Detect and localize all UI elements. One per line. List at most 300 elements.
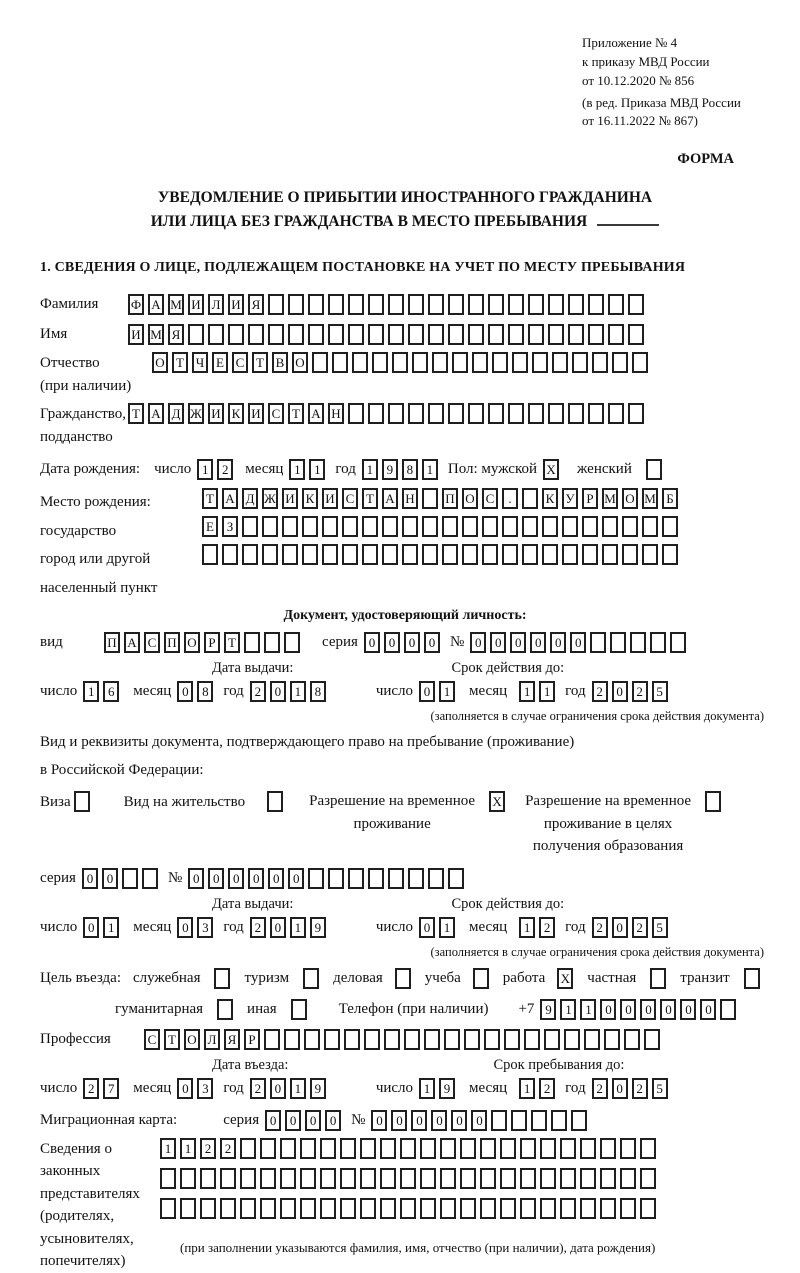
- char-cell[interactable]: [452, 352, 468, 373]
- char-cell[interactable]: [460, 1168, 476, 1189]
- char-cell[interactable]: [408, 403, 424, 424]
- char-cell[interactable]: [408, 294, 424, 315]
- char-cell[interactable]: [620, 1198, 636, 1219]
- char-cell[interactable]: [360, 1138, 376, 1159]
- stay-issue-month[interactable]: [177, 917, 217, 938]
- char-cell[interactable]: [412, 352, 428, 373]
- char-cell[interactable]: [408, 868, 424, 889]
- char-cell[interactable]: [280, 1138, 296, 1159]
- char-cell[interactable]: [422, 516, 438, 537]
- purpose-tourism-checkbox[interactable]: [303, 968, 323, 989]
- purpose-transit-checkbox[interactable]: [744, 968, 764, 989]
- char-cell[interactable]: 0: [285, 1110, 301, 1131]
- char-cell[interactable]: [640, 1138, 656, 1159]
- char-cell[interactable]: 2: [592, 1078, 608, 1099]
- char-cell[interactable]: [308, 294, 324, 315]
- char-cell[interactable]: [462, 516, 478, 537]
- migration-number-input[interactable]: [371, 1110, 591, 1131]
- char-cell[interactable]: 2: [632, 681, 648, 702]
- char-cell[interactable]: [488, 403, 504, 424]
- char-cell[interactable]: 1: [160, 1138, 176, 1159]
- char-cell[interactable]: [160, 1198, 176, 1219]
- char-cell[interactable]: [522, 488, 538, 509]
- char-cell[interactable]: 1: [422, 459, 438, 480]
- char-cell[interactable]: [642, 544, 658, 565]
- char-cell[interactable]: Я: [248, 294, 264, 315]
- char-cell[interactable]: [340, 1168, 356, 1189]
- char-cell[interactable]: [368, 868, 384, 889]
- char-cell[interactable]: [342, 544, 358, 565]
- char-cell[interactable]: [482, 544, 498, 565]
- char-cell[interactable]: 0: [419, 917, 435, 938]
- char-cell[interactable]: [464, 1029, 480, 1050]
- char-cell[interactable]: И: [228, 294, 244, 315]
- char-cell[interactable]: [300, 1138, 316, 1159]
- char-cell[interactable]: [620, 1138, 636, 1159]
- rvp-checkbox[interactable]: [489, 791, 509, 812]
- char-cell[interactable]: [372, 352, 388, 373]
- char-cell[interactable]: [264, 1029, 280, 1050]
- char-cell[interactable]: [440, 1138, 456, 1159]
- char-cell[interactable]: [280, 1168, 296, 1189]
- char-cell[interactable]: А: [222, 488, 238, 509]
- char-cell[interactable]: 2: [592, 917, 608, 938]
- char-cell[interactable]: Л: [204, 1029, 220, 1050]
- char-cell[interactable]: [260, 1168, 276, 1189]
- char-cell[interactable]: 0: [83, 917, 99, 938]
- char-cell[interactable]: 0: [419, 681, 435, 702]
- char-cell[interactable]: [404, 1029, 420, 1050]
- char-cell[interactable]: И: [322, 488, 338, 509]
- char-cell[interactable]: 0: [600, 999, 616, 1020]
- representatives-input-row2[interactable]: [160, 1168, 660, 1189]
- char-cell[interactable]: [511, 1110, 527, 1131]
- char-cell[interactable]: [744, 968, 760, 989]
- char-cell[interactable]: [720, 999, 736, 1020]
- char-cell[interactable]: 0: [451, 1110, 467, 1131]
- char-cell[interactable]: [568, 324, 584, 345]
- char-cell[interactable]: [480, 1138, 496, 1159]
- until-month[interactable]: [519, 1078, 559, 1099]
- purpose-business-checkbox[interactable]: [395, 968, 415, 989]
- char-cell[interactable]: [580, 1168, 596, 1189]
- char-cell[interactable]: [248, 324, 264, 345]
- char-cell[interactable]: 9: [540, 999, 556, 1020]
- char-cell[interactable]: Т: [202, 488, 218, 509]
- birth-month-input[interactable]: [289, 459, 329, 480]
- purpose-work-checkbox[interactable]: [557, 968, 577, 989]
- char-cell[interactable]: [504, 1029, 520, 1050]
- char-cell[interactable]: [380, 1168, 396, 1189]
- char-cell[interactable]: [364, 1029, 380, 1050]
- char-cell[interactable]: [328, 324, 344, 345]
- char-cell[interactable]: [348, 294, 364, 315]
- char-cell[interactable]: О: [184, 1029, 200, 1050]
- char-cell[interactable]: [512, 352, 528, 373]
- char-cell[interactable]: [220, 1168, 236, 1189]
- char-cell[interactable]: [222, 544, 238, 565]
- char-cell[interactable]: [544, 1029, 560, 1050]
- char-cell[interactable]: 2: [250, 917, 266, 938]
- char-cell[interactable]: 5: [652, 681, 668, 702]
- purpose-study-checkbox[interactable]: [473, 968, 493, 989]
- char-cell[interactable]: [188, 324, 204, 345]
- stay-doc-series-input[interactable]: [82, 868, 162, 889]
- char-cell[interactable]: [608, 403, 624, 424]
- char-cell[interactable]: Т: [362, 488, 378, 509]
- char-cell[interactable]: А: [124, 632, 140, 653]
- char-cell[interactable]: [260, 1198, 276, 1219]
- residence-permit-checkbox[interactable]: [267, 791, 287, 812]
- char-cell[interactable]: Н: [402, 488, 418, 509]
- char-cell[interactable]: Я: [224, 1029, 240, 1050]
- char-cell[interactable]: [588, 403, 604, 424]
- char-cell[interactable]: [400, 1198, 416, 1219]
- char-cell[interactable]: [280, 1198, 296, 1219]
- char-cell[interactable]: [580, 1138, 596, 1159]
- char-cell[interactable]: 0: [371, 1110, 387, 1131]
- char-cell[interactable]: 1: [197, 459, 213, 480]
- char-cell[interactable]: 0: [364, 632, 380, 653]
- char-cell[interactable]: [542, 516, 558, 537]
- birth-place-input-row2[interactable]: [202, 516, 682, 537]
- char-cell[interactable]: [240, 1168, 256, 1189]
- char-cell[interactable]: 0: [471, 1110, 487, 1131]
- char-cell[interactable]: [320, 1198, 336, 1219]
- char-cell[interactable]: [548, 324, 564, 345]
- char-cell[interactable]: 0: [612, 1078, 628, 1099]
- char-cell[interactable]: [448, 868, 464, 889]
- char-cell[interactable]: [548, 403, 564, 424]
- sex-male-checkbox[interactable]: [543, 459, 563, 480]
- citizenship-input[interactable]: [128, 403, 648, 424]
- char-cell[interactable]: [242, 516, 258, 537]
- surname-input[interactable]: [128, 294, 648, 315]
- char-cell[interactable]: [520, 1198, 536, 1219]
- char-cell[interactable]: 1: [439, 917, 455, 938]
- char-cell[interactable]: 2: [539, 1078, 555, 1099]
- char-cell[interactable]: 1: [289, 459, 305, 480]
- char-cell[interactable]: [608, 294, 624, 315]
- char-cell[interactable]: К: [302, 488, 318, 509]
- char-cell[interactable]: [528, 324, 544, 345]
- char-cell[interactable]: 0: [510, 632, 526, 653]
- char-cell[interactable]: [600, 1198, 616, 1219]
- char-cell[interactable]: [500, 1198, 516, 1219]
- char-cell[interactable]: [382, 544, 398, 565]
- char-cell[interactable]: [267, 791, 283, 812]
- char-cell[interactable]: [340, 1138, 356, 1159]
- char-cell[interactable]: [502, 544, 518, 565]
- char-cell[interactable]: С: [268, 403, 284, 424]
- char-cell[interactable]: 6: [103, 681, 119, 702]
- char-cell[interactable]: 5: [652, 917, 668, 938]
- char-cell[interactable]: [622, 544, 638, 565]
- char-cell[interactable]: [342, 516, 358, 537]
- char-cell[interactable]: [160, 1168, 176, 1189]
- char-cell[interactable]: [360, 1198, 376, 1219]
- char-cell[interactable]: [571, 1110, 587, 1131]
- stay-issue-year[interactable]: [250, 917, 330, 938]
- char-cell[interactable]: [628, 403, 644, 424]
- char-cell[interactable]: 2: [632, 1078, 648, 1099]
- char-cell[interactable]: 3: [197, 917, 213, 938]
- char-cell[interactable]: [74, 791, 90, 812]
- char-cell[interactable]: [284, 1029, 300, 1050]
- char-cell[interactable]: П: [104, 632, 120, 653]
- char-cell[interactable]: [402, 544, 418, 565]
- migration-series-input[interactable]: [265, 1110, 345, 1131]
- char-cell[interactable]: [384, 1029, 400, 1050]
- char-cell[interactable]: 0: [700, 999, 716, 1020]
- char-cell[interactable]: [348, 324, 364, 345]
- char-cell[interactable]: 0: [640, 999, 656, 1020]
- char-cell[interactable]: [473, 968, 489, 989]
- char-cell[interactable]: 9: [439, 1078, 455, 1099]
- char-cell[interactable]: Д: [242, 488, 258, 509]
- char-cell[interactable]: Е: [212, 352, 228, 373]
- until-year[interactable]: [592, 1078, 672, 1099]
- char-cell[interactable]: М: [642, 488, 658, 509]
- char-cell[interactable]: [382, 516, 398, 537]
- char-cell[interactable]: 1: [419, 1078, 435, 1099]
- char-cell[interactable]: [548, 294, 564, 315]
- char-cell[interactable]: Б: [662, 488, 678, 509]
- char-cell[interactable]: [642, 516, 658, 537]
- char-cell[interactable]: 7: [103, 1078, 119, 1099]
- char-cell[interactable]: К: [228, 403, 244, 424]
- char-cell[interactable]: З: [222, 516, 238, 537]
- char-cell[interactable]: [322, 544, 338, 565]
- char-cell[interactable]: О: [462, 488, 478, 509]
- doc-issue-day[interactable]: [83, 681, 123, 702]
- char-cell[interactable]: О: [184, 632, 200, 653]
- char-cell[interactable]: [402, 516, 418, 537]
- char-cell[interactable]: [322, 516, 338, 537]
- char-cell[interactable]: Я: [168, 324, 184, 345]
- char-cell[interactable]: [612, 352, 628, 373]
- char-cell[interactable]: [380, 1198, 396, 1219]
- char-cell[interactable]: О: [622, 488, 638, 509]
- doc-kind-input[interactable]: [104, 632, 304, 653]
- sex-female-checkbox[interactable]: [646, 459, 666, 480]
- char-cell[interactable]: 1: [362, 459, 378, 480]
- char-cell[interactable]: [240, 1198, 256, 1219]
- char-cell[interactable]: П: [442, 488, 458, 509]
- char-cell[interactable]: [484, 1029, 500, 1050]
- char-cell[interactable]: 0: [384, 632, 400, 653]
- rvp-edu-checkbox[interactable]: [705, 791, 725, 812]
- char-cell[interactable]: [460, 1198, 476, 1219]
- char-cell[interactable]: 0: [550, 632, 566, 653]
- char-cell[interactable]: 2: [632, 917, 648, 938]
- char-cell[interactable]: С: [232, 352, 248, 373]
- char-cell[interactable]: [528, 403, 544, 424]
- char-cell[interactable]: [368, 294, 384, 315]
- char-cell[interactable]: 1: [539, 681, 555, 702]
- char-cell[interactable]: 1: [290, 1078, 306, 1099]
- char-cell[interactable]: П: [164, 632, 180, 653]
- char-cell[interactable]: 8: [402, 459, 418, 480]
- char-cell[interactable]: [304, 1029, 320, 1050]
- char-cell[interactable]: И: [248, 403, 264, 424]
- char-cell[interactable]: [670, 632, 686, 653]
- char-cell[interactable]: [650, 632, 666, 653]
- char-cell[interactable]: 1: [103, 917, 119, 938]
- char-cell[interactable]: 1: [519, 1078, 535, 1099]
- char-cell[interactable]: [262, 516, 278, 537]
- char-cell[interactable]: О: [152, 352, 168, 373]
- char-cell[interactable]: [242, 544, 258, 565]
- char-cell[interactable]: [422, 544, 438, 565]
- char-cell[interactable]: [302, 544, 318, 565]
- char-cell[interactable]: [646, 459, 662, 480]
- char-cell[interactable]: [428, 403, 444, 424]
- char-cell[interactable]: [420, 1138, 436, 1159]
- char-cell[interactable]: [308, 324, 324, 345]
- char-cell[interactable]: 0: [620, 999, 636, 1020]
- char-cell[interactable]: Т: [288, 403, 304, 424]
- char-cell[interactable]: 0: [490, 632, 506, 653]
- char-cell[interactable]: [620, 1168, 636, 1189]
- char-cell[interactable]: [608, 324, 624, 345]
- char-cell[interactable]: 0: [208, 868, 224, 889]
- char-cell[interactable]: [540, 1198, 556, 1219]
- profession-input[interactable]: [144, 1029, 664, 1050]
- char-cell[interactable]: 1: [519, 917, 535, 938]
- char-cell[interactable]: [640, 1198, 656, 1219]
- char-cell[interactable]: [352, 352, 368, 373]
- char-cell[interactable]: [400, 1168, 416, 1189]
- char-cell[interactable]: [562, 516, 578, 537]
- char-cell[interactable]: И: [188, 294, 204, 315]
- char-cell[interactable]: [524, 1029, 540, 1050]
- doc-series-input[interactable]: [364, 632, 444, 653]
- char-cell[interactable]: 8: [197, 681, 213, 702]
- char-cell[interactable]: А: [308, 403, 324, 424]
- char-cell[interactable]: [217, 999, 233, 1020]
- char-cell[interactable]: [592, 352, 608, 373]
- char-cell[interactable]: [122, 868, 138, 889]
- char-cell[interactable]: 0: [305, 1110, 321, 1131]
- char-cell[interactable]: [268, 294, 284, 315]
- entry-month[interactable]: [177, 1078, 217, 1099]
- char-cell[interactable]: X: [557, 968, 573, 989]
- doc-expiry-day[interactable]: [419, 681, 459, 702]
- char-cell[interactable]: [360, 1168, 376, 1189]
- char-cell[interactable]: [202, 544, 218, 565]
- char-cell[interactable]: [200, 1198, 216, 1219]
- char-cell[interactable]: [428, 868, 444, 889]
- char-cell[interactable]: Т: [224, 632, 240, 653]
- char-cell[interactable]: [260, 1138, 276, 1159]
- birth-place-input-row3[interactable]: [202, 544, 682, 565]
- char-cell[interactable]: [582, 516, 598, 537]
- char-cell[interactable]: [344, 1029, 360, 1050]
- char-cell[interactable]: [662, 544, 678, 565]
- char-cell[interactable]: 2: [217, 459, 233, 480]
- char-cell[interactable]: [240, 1138, 256, 1159]
- char-cell[interactable]: 0: [431, 1110, 447, 1131]
- char-cell[interactable]: [395, 968, 411, 989]
- until-day[interactable]: [419, 1078, 459, 1099]
- char-cell[interactable]: [388, 324, 404, 345]
- char-cell[interactable]: [208, 324, 224, 345]
- char-cell[interactable]: [302, 516, 318, 537]
- char-cell[interactable]: [220, 1198, 236, 1219]
- char-cell[interactable]: [308, 868, 324, 889]
- char-cell[interactable]: [472, 352, 488, 373]
- char-cell[interactable]: [590, 632, 606, 653]
- char-cell[interactable]: 0: [102, 868, 118, 889]
- char-cell[interactable]: [628, 324, 644, 345]
- char-cell[interactable]: [462, 544, 478, 565]
- char-cell[interactable]: Н: [328, 403, 344, 424]
- char-cell[interactable]: 0: [612, 681, 628, 702]
- stay-expiry-day[interactable]: [419, 917, 459, 938]
- char-cell[interactable]: [551, 1110, 567, 1131]
- char-cell[interactable]: 2: [200, 1138, 216, 1159]
- phone-input[interactable]: [540, 999, 740, 1020]
- char-cell[interactable]: 9: [310, 1078, 326, 1099]
- char-cell[interactable]: [522, 516, 538, 537]
- char-cell[interactable]: О: [292, 352, 308, 373]
- char-cell[interactable]: [630, 632, 646, 653]
- char-cell[interactable]: [588, 324, 604, 345]
- char-cell[interactable]: [662, 516, 678, 537]
- char-cell[interactable]: Р: [244, 1029, 260, 1050]
- char-cell[interactable]: С: [144, 1029, 160, 1050]
- char-cell[interactable]: [400, 1138, 416, 1159]
- char-cell[interactable]: 3: [197, 1078, 213, 1099]
- char-cell[interactable]: [600, 1168, 616, 1189]
- char-cell[interactable]: 2: [220, 1138, 236, 1159]
- char-cell[interactable]: [348, 403, 364, 424]
- char-cell[interactable]: [468, 294, 484, 315]
- char-cell[interactable]: Р: [582, 488, 598, 509]
- char-cell[interactable]: [422, 488, 438, 509]
- char-cell[interactable]: [460, 1138, 476, 1159]
- char-cell[interactable]: [492, 352, 508, 373]
- entry-year[interactable]: [250, 1078, 330, 1099]
- char-cell[interactable]: [180, 1198, 196, 1219]
- char-cell[interactable]: 0: [570, 632, 586, 653]
- char-cell[interactable]: И: [128, 324, 144, 345]
- char-cell[interactable]: [448, 294, 464, 315]
- char-cell[interactable]: [291, 999, 307, 1020]
- char-cell[interactable]: [340, 1198, 356, 1219]
- char-cell[interactable]: 1: [290, 681, 306, 702]
- char-cell[interactable]: 1: [180, 1138, 196, 1159]
- char-cell[interactable]: 0: [391, 1110, 407, 1131]
- char-cell[interactable]: [604, 1029, 620, 1050]
- char-cell[interactable]: Ф: [128, 294, 144, 315]
- char-cell[interactable]: [508, 324, 524, 345]
- char-cell[interactable]: [640, 1168, 656, 1189]
- char-cell[interactable]: 9: [382, 459, 398, 480]
- doc-issue-month[interactable]: [177, 681, 217, 702]
- char-cell[interactable]: [408, 324, 424, 345]
- char-cell[interactable]: [320, 1168, 336, 1189]
- char-cell[interactable]: 0: [268, 868, 284, 889]
- char-cell[interactable]: Ж: [262, 488, 278, 509]
- doc-issue-year[interactable]: [250, 681, 330, 702]
- char-cell[interactable]: 2: [539, 917, 555, 938]
- char-cell[interactable]: [588, 294, 604, 315]
- char-cell[interactable]: И: [208, 403, 224, 424]
- char-cell[interactable]: [142, 868, 158, 889]
- char-cell[interactable]: 0: [270, 917, 286, 938]
